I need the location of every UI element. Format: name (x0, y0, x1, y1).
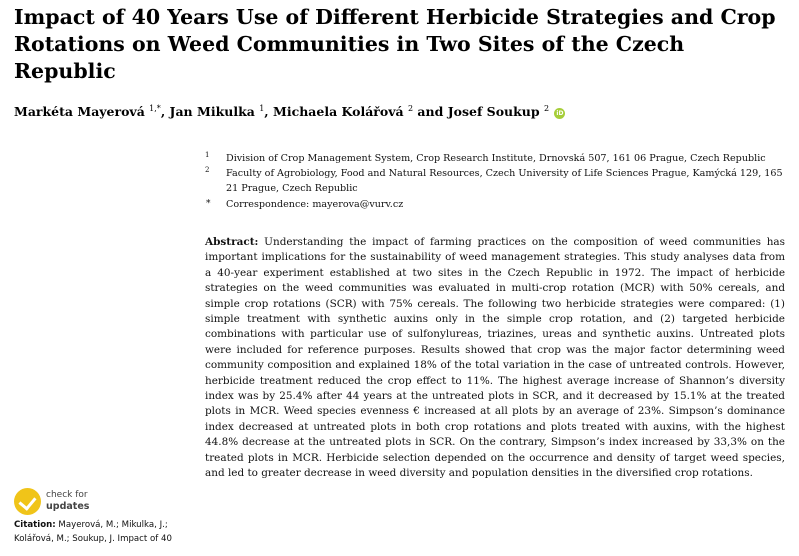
author-name[interactable]: Markéta Mayerová (14, 104, 145, 119)
affiliation-item (203, 166, 793, 196)
citation-label: Citation: (14, 520, 56, 530)
abstract (205, 235, 785, 482)
author-affiliation-sup: 1 (259, 104, 265, 113)
affiliation-marker: 2 (205, 166, 210, 175)
abstract-text: Understanding the impact of farming practices on the composition of weed communities has important implications for the sustainability of weed management strategies. This study analyses data from a 40-year experiment established at two sites in the Czech Republic in 1972. The impact of herbicide strategies on the weed communities was evaluated in multi-crop rotation (MCR) with 50% cereals, and simple crop rotations (SCR) with 75% cereals. The following two herbicide strategies were compared: (1) simple treatment with synthetic auxins only in the simple crop rotation, and (2) targeted herbicide combinations with particular use of sulfonylureas, triazines, ureas and synthetic auxins. Untreated plots were included for reference purposes. Results showed that crop was the major factor determining weed community composition and explained 18% of the total variation in the case of untreated controls. However, herbicide treatment reduced the crop effect to 11%. The highest average increase of Shannon’s diversity index was by 25.4% after 44 years at the untreated plots in SCR, and it decreased by 15.1% at the treated plots in MCR. Weed species evenness € increased at all plots by an average of 23%. Simpson’s dominance index decreased at untreated plots in both crop rotations and plots treated with auxins, with the highest 44.8% decrease at the untreated plots in SCR. On the contrary, Simpson’s index increased by 33,3% on the treated plots in MCR. Herbicide selection depended on the occurrence and density of target weed species, and led to greater decrease in weed diversity and population densities in the diversified crop rotations. (205, 236, 785, 480)
paper-title: Impact of 40 Years Use of Different Herbicide Strategies and Crop Rotations on Weed Communities in Two Sites of the Czech Republic (14, 5, 776, 83)
orcid-icon[interactable]: iD (556, 110, 564, 117)
check-for-updates-button[interactable] (14, 486, 124, 516)
author-name[interactable]: Michaela Kolářová (273, 104, 404, 119)
correspondence-marker: * (206, 198, 211, 209)
author-list: Markéta Mayerová $^{1,*}$, Jan Mikulka $^1$, Michaela Kolářová $^2$ and Josef Soukup $^2$ iD (14, 104, 564, 119)
author-affiliation-sup: 2 (543, 104, 550, 113)
author-affiliation-sup: 1,* (149, 104, 161, 113)
author-name[interactable]: Josef Soukup (447, 104, 540, 119)
correspondence-email[interactable]: Correspondence: mayerova@vurv.cz (226, 198, 404, 210)
author-name[interactable]: Jan Mikulka (169, 104, 255, 119)
affiliation-text: Division of Crop Management System, Crop Research Institute, Drnovská 507, 161 06 Prague, Czech Republic (226, 153, 766, 164)
check-for-updates-label: check for updates (46, 490, 90, 512)
citation-text: Mayerová, M.; Mikulka, J.; Kolářová, M.; Soukup, J. Impact of 40 (14, 520, 172, 544)
affiliations (203, 151, 793, 212)
author-affiliation-sup: 2 (407, 104, 414, 113)
citation (14, 518, 194, 546)
affiliation-item (203, 151, 793, 166)
affiliation-marker: 1 (205, 151, 210, 159)
abstract-label: Abstract: (205, 236, 259, 248)
correspondence (203, 197, 793, 212)
checkmark-badge-icon (14, 488, 41, 515)
affiliation-text: Faculty of Agrobiology, Food and Natural Resources, Czech University of Life Sciences Prague, Kamýcká 129, 165 21 Prague, Czech Republic (226, 168, 783, 195)
